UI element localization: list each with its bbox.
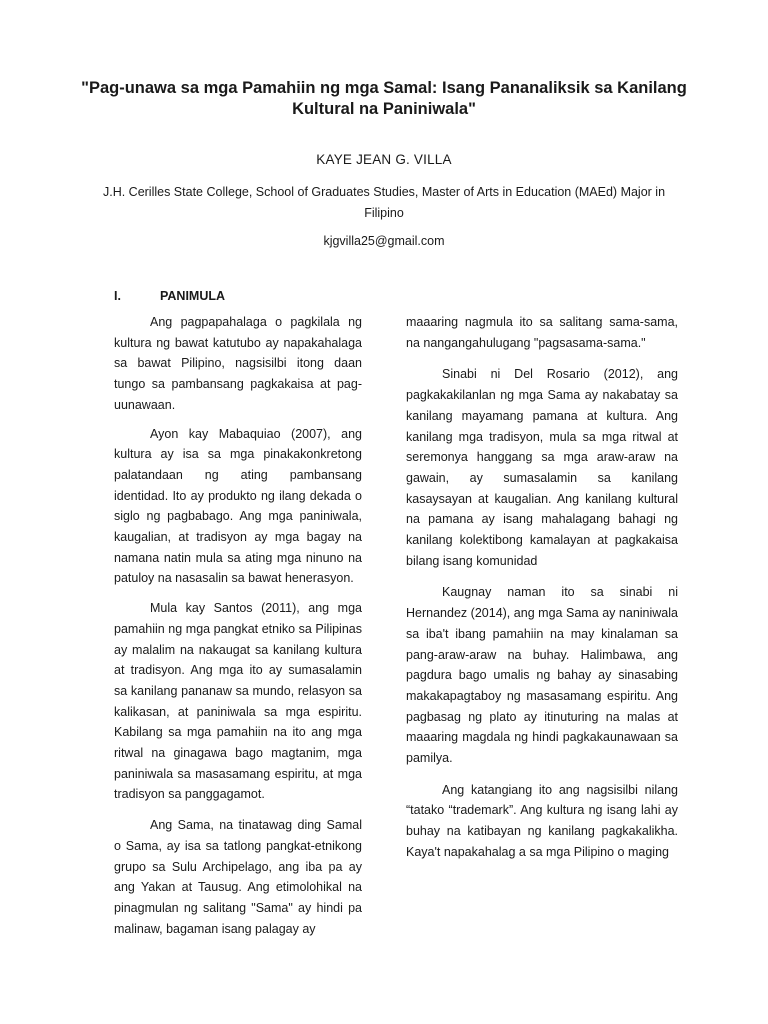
section-number: I.: [114, 289, 121, 303]
paragraph: Ang pagpapahalaga o pagkilala ng kultura ng bawat katutubo ay napakahalaga sa bawat Pilipino, nagsisilbi itong daan tungo sa pambansang pagkakaisa at pag-uunawaan.: [114, 315, 362, 412]
left-column: [114, 312, 362, 950]
author-name: KAYE JEAN G. VILLA: [316, 152, 452, 167]
paragraph: Ang Sama, na tinatawag ding Samal o Sama, ay isa sa tatlong pangkat-etnikong grupo sa Sulu Archipelago, ang iba pa ay ang Yakan at Tausug. Ang etimolohikal na pinagmulan ng salitang "Sama" ay hindi pa malinaw, bagaman isang palagay ay: [114, 818, 362, 936]
author-affiliation: J.H. Cerilles State College, School of Graduates Studies, Master of Arts in Education (MAEd) Major in Filipino: [102, 185, 666, 220]
paragraph: Sinabi ni Del Rosario (2012), ang pagkakakilanlan ng mga Sama ay nakabatay sa kanilang mayamang pamana at kultura. Ang kanilang mga tradisyon, mula sa mga ritwal at seremonya hanggang sa mga araw-araw na gawain, ay sumasalamin sa kanilang kasaysayan at kaugalian. Ang kanilang kultural na pamana ay isang mahalagang bahagi ng kanilang kolektibong kamalayan at pagkakaisa bilang isang komunidad: [406, 367, 678, 568]
right-column: [406, 312, 678, 874]
paragraph: maaaring nagmula ito sa salitang sama-sama, na nangangahulugang "pagsasama-sama.": [406, 315, 678, 350]
paper-title: "Pag-unawa sa mga Pamahiin ng mga Samal: Isang Pananaliksik sa Kanilang Kultural na Paniniwala": [81, 79, 687, 118]
paragraph: Ayon kay Mabaquiao (2007), ang kultura ay isa sa mga pinakakonkretong palatandaan ng ating pambansang identidad. Ito ay produkto ng ilang dekada o siglo ng pagbabago. Ang mga paniniwala, kaugalian, at tradisyon ay mga bagay na namana natin mula sa ating mga ninuno na patuloy na nasasalin sa bawat henerasyon.: [114, 426, 362, 586]
paragraph: Kaugnay naman ito sa sinabi ni Hernandez (2014), ang mga Sama ay naniniwala sa iba't ibang pamahiin na may kinalaman sa pang-araw-araw na buhay. Halimbawa, ang pagdura bago umalis ng bahay ay sinasabing makakapagtaboy ng masasamang espiritu. Ang pagbasag ng plato ay itinuturing na malas at maaaring magdala ng hindi pagkakaunawaan sa pamilya.: [406, 585, 678, 766]
section-title: PANIMULA: [160, 289, 226, 303]
section-heading: [114, 289, 225, 303]
author-email: kjgvilla25@gmail.com: [323, 234, 445, 248]
paragraph: Ang katangiang ito ang nagsisilbi nilang “tatako “trademark”. Ang kultura ng isang lahi ay buhay na katibayan ng kanilang pagkakalikha. Kaya't napakahalag a sa mga Pilipino o maging: [406, 782, 678, 859]
paragraph: Mula kay Santos (2011), ang mga pamahiin ng mga pangkat etniko sa Pilipinas ay malalim na nakaugat sa kanilang kultura at tradisyon. Ang mga ito ay sumasalamin sa kanilang pananaw sa mundo, relasyon sa kalikasan, at paniniwala sa mga espiritu. Kabilang sa mga pamahiin na ito ang mga ritwal na ginagawa bago magtanim, mga paniniwala sa masasamang espiritu, at mga tradisyon sa panggagamot.: [114, 601, 362, 802]
